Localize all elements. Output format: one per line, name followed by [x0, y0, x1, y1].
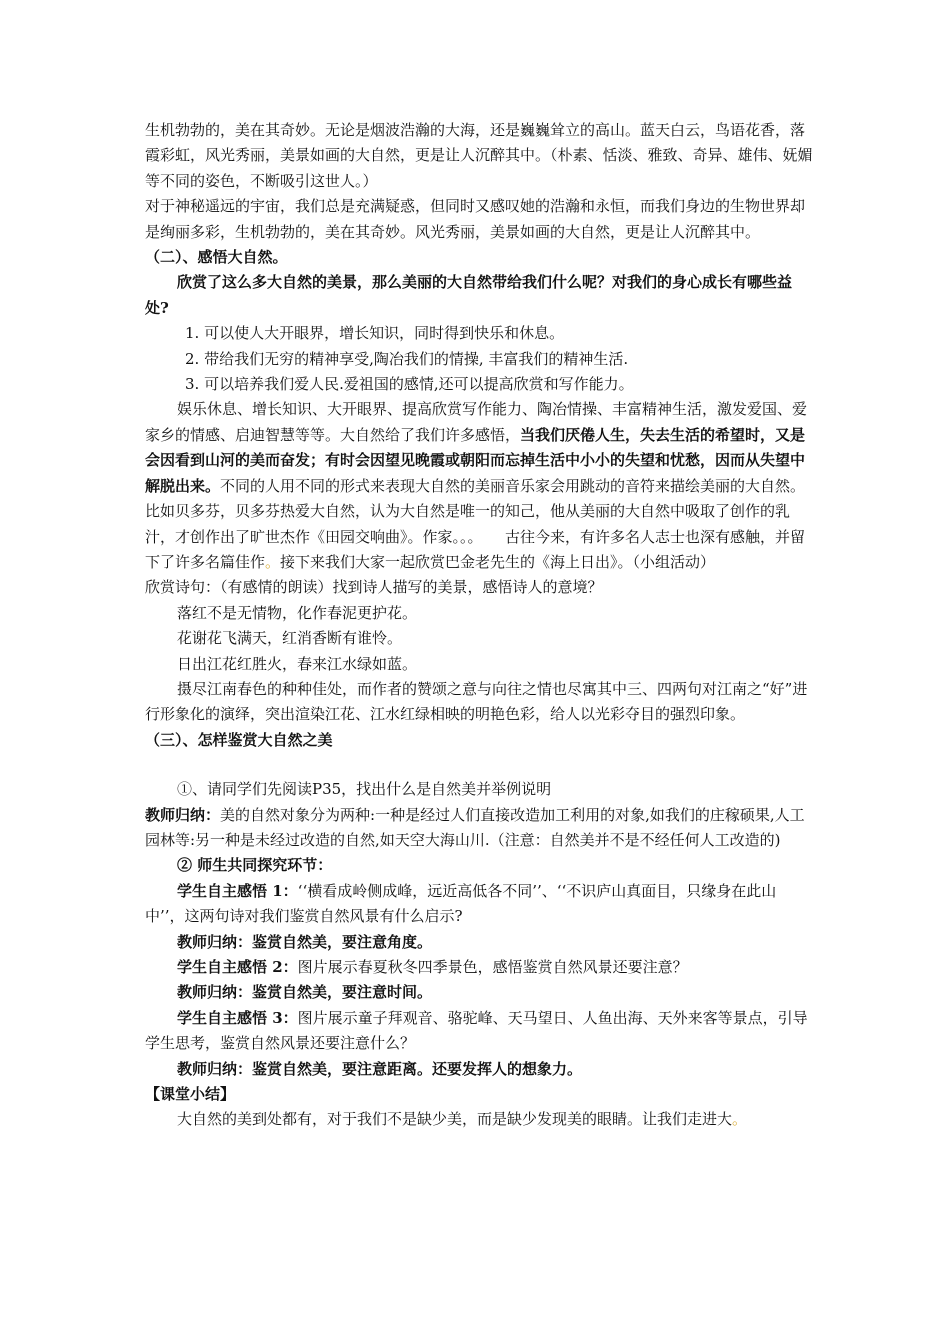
paragraph-universe: 对于神秘遥远的宇宙，我们总是充满疑惑，但同时又感叹她的浩瀚和永恒，而我们身边的生物世界却是绚丽多彩，生机勃勃的，美在其奇妙。风光秀丽，美景如画的大自然，更是让人沉醉其中。	[145, 197, 806, 241]
summary-text: 大自然的美到处都有，对于我们不是缺少美，而是缺少发现美的眼睛。让我们走进大	[177, 1110, 733, 1129]
list-item: 3. 可以培养我们爱人民.爱祖国的感情,还可以提高欣赏和写作能力。	[185, 375, 634, 394]
inspiration-activity: 接下来我们大家一起欣赏巴金老先生的《海上日出》。（小组活动）	[280, 552, 716, 571]
poem-line: 花谢花飞满天，红消香断有谁怜。	[177, 629, 403, 648]
student-insight-text: 图片展示童子拜观音、骆驼峰、天马望日、人鱼出海、天外来客等景点，引导学生思考，鉴赏自然风景还要注意什么？	[145, 1008, 808, 1053]
poem-line: 日出江花红胜火，春来江水绿如蓝。	[177, 654, 418, 673]
question-benefits: 欣赏了这么多大自然的美景，那么美丽的大自然带给我们什么呢？对我们的身心成长有哪些益处?	[145, 273, 793, 317]
summary-paragraph	[145, 1107, 815, 1132]
student-insight-text: ‘‘横看成岭侧成峰，远近高低各不同’’、‘‘不识庐山真面目，只缘身在此山中’’，这两句诗对我们鉴赏自然风景有什么启示?	[145, 881, 777, 926]
teacher-summary-2: 教师归纳：鉴赏自然美，要注意角度。	[177, 932, 433, 951]
teacher-summary-text: 美的自然对象分为两种:一种是经过人们直接改造加工利用的对象,如我们的庄稼硕果,人工园林等:另一种是未经过改造的自然,如天空大海山川.（注意：自然美并不是不经任何人工改造的)	[145, 805, 805, 849]
teacher-summary-label: 教师归纳：	[145, 805, 221, 824]
step-1: ①、请同学们先阅读P35，找出什么是自然美并举例说明	[177, 780, 552, 799]
teacher-summary-1	[145, 803, 815, 854]
student-insight-label: 学生自主感悟 1：	[177, 881, 298, 900]
poem-intro: 欣赏诗句：（有感情的朗读）找到诗人描写的美景，感悟诗人的意境？	[145, 578, 603, 597]
inspiration-bold-text: 当我们厌倦人生，失去生活的希望时，又是会因看到山河的美而奋发；有时会因望见晚霞或朝阳而忘掉生活中小小的失望和忧愁，因而从失望中解脱出来。	[145, 425, 806, 495]
poem-analysis: 摄尽江南春色的种种佳处，而作者的赞颂之意与向往之情也尽寓其中三、四两句对江南之“好”进行形象化的演绎，突出渲染江花、江水红绿相映的明艳色彩，给人以光彩夺目的强烈印象。	[145, 679, 808, 724]
paragraph-inspiration	[145, 397, 815, 575]
spacer	[145, 753, 815, 777]
teacher-summary-3: 教师归纳：鉴赏自然美，要注意时间。	[177, 983, 433, 1002]
student-insight-text: 图片展示春夏秋冬四季景色，感悟鉴赏自然风景还要注意？	[297, 958, 688, 976]
student-insight-label: 学生自主感悟 2：	[177, 958, 298, 976]
student-insight-3	[145, 1006, 815, 1057]
paragraph-intro: 生机勃勃的，美在其奇妙。无论是烟波浩瀚的大海，还是巍巍耸立的高山。蓝天白云，鸟语花香，落霞彩虹，风光秀丽，美景如画的大自然，更是让人沉醉其中。（朴素、恬淡、雅致、奇异、雄伟、妩媚等不同的姿色，不断吸引这世人。）	[145, 121, 813, 190]
document-page	[145, 118, 815, 1133]
section-heading-3: （三）、怎样鉴赏大自然之美	[145, 730, 333, 749]
section-heading-summary: 【课堂小结】	[145, 1085, 236, 1104]
inspiration-examples: 不同的人用不同的形式来表现大自然的美丽音乐家会用跳动的音符来描绘美丽的大自然。比如贝多芬，贝多芬热爱大自然，认为大自然是唯一的知己，他从美丽的大自然中吸取了创作的乳汁，才创作出了旷世杰作《田园交响曲》。作家。。。 古往今来，有许多名人志士也深有感触，并留下了许多名篇佳作	[145, 476, 806, 571]
section-heading-2: （二）、感悟大自然。	[145, 248, 288, 267]
student-insight-1	[145, 879, 815, 930]
step-2: ② 师生共同探究环节：	[177, 856, 333, 875]
student-insight-label: 学生自主感悟 3：	[177, 1008, 298, 1027]
highlight-mark: 。	[265, 552, 281, 571]
highlight-mark: 。	[732, 1110, 748, 1129]
teacher-summary-4: 教师归纳：鉴赏自然美，要注意距离。还要发挥人的想象力。	[177, 1059, 583, 1078]
inspiration-text: 娱乐休息、增长知识、大开眼界、提高欣赏写作能力、陶冶情操、丰富精神生活，激发爱国、爱家乡的情感、启迪智慧等等。大自然给了我们许多感悟，	[145, 400, 808, 444]
student-insight-2	[145, 955, 815, 980]
list-item: 2. 带给我们无穷的精神享受,陶冶我们的情操, 丰富我们的精神生活.	[185, 349, 629, 368]
list-item: 1. 可以使人大开眼界，增长知识，同时得到快乐和休息。	[185, 324, 565, 343]
poem-line: 落红不是无情物，化作春泥更护花。	[177, 603, 418, 622]
